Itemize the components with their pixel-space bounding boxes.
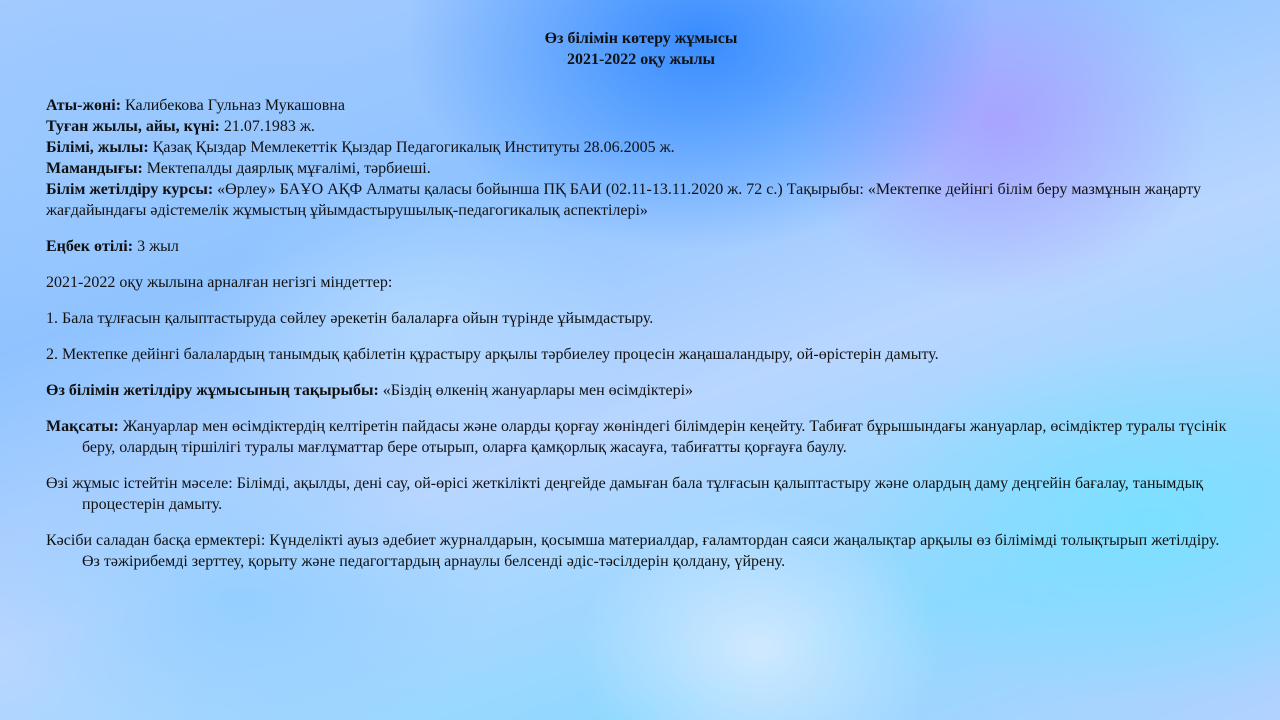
name-value: Калибекова Гульназ Мукашовна xyxy=(121,97,345,114)
name-label: Аты-жөні: xyxy=(46,97,122,114)
title-line-2: 2021-2022 оқу жылы xyxy=(566,51,716,68)
topic-value: «Біздің өлкенің жануарлары мен өсімдіктері» xyxy=(378,382,694,399)
course-label: Білім жетілдіру курсы: xyxy=(46,181,214,198)
task-item-1: 1. Бала тұлғасын қалыптастыруда сөйлеу әрекетін балаларға ойын түрінде ұйымдастыру. xyxy=(46,310,654,327)
education-value: Қазақ Қыздар Мемлекеттік Қыздар Педагогикалық Институты 28.06.2005 ж. xyxy=(148,139,675,156)
experience-label: Еңбек өтілі: xyxy=(46,238,134,255)
title-line-1: Өз білімін көтеру жұмысы xyxy=(544,30,738,47)
education-label: Білімі, жылы: xyxy=(46,139,149,156)
specialty-row xyxy=(46,158,1236,179)
hobby-paragraph: Кәсіби саладан басқа ермектері: Күнделікті ауыз әдебиет журналдарын, қосымша материалдар, ғаламтордан саяси жаңалықтар арқылы өз білімімді толықтырып жетілдіру. Өз тәжірибемді зерттеу, қорыту және педагогтардың арнаулы белсенді әдіс-тәсілдерін қолдану, үйрену. xyxy=(46,532,1220,570)
birth-label: Туған жылы, айы, күні: xyxy=(46,118,220,135)
education-row xyxy=(46,137,1236,158)
goal-row xyxy=(46,416,1236,458)
birth-value: 21.07.1983 ж. xyxy=(219,118,315,135)
slide-title xyxy=(46,28,1236,70)
personal-info xyxy=(46,95,1236,221)
name-row xyxy=(46,95,1236,116)
slide-content xyxy=(46,28,1236,572)
specialty-label: Мамандығы: xyxy=(46,160,143,177)
task-item-2: 2. Мектепке дейінгі балалардың танымдық қабілетін құрастыру арқылы тәрбиелеу процесін жаңашаландыру, ой-өрістерін дамыту. xyxy=(46,346,939,363)
experience-value: 3 жыл xyxy=(133,238,179,255)
topic-row xyxy=(46,380,1236,401)
course-row xyxy=(46,179,1236,221)
goal-value: Жануарлар мен өсімдіктердің келтіретін пайдасы және оларды қорғау жөніндегі білімдерін кеңейту. Табиғат бұрышындағы жануарлар, өсімдіктер туралы түсінік беру, олардың тіршілігі туралы мағлұматтар бере отырып, оларға қамқорлық жасауға, табиғатты қорғауға баулу. xyxy=(82,418,1227,456)
specialty-value: Мектепалды даярлық мұғалімі, тәрбиеші. xyxy=(142,160,431,177)
problem-paragraph: Өзі жұмыс істейтін мәселе: Білімді, ақылды, дені сау, ой-өрісі жеткілікті деңгейде дамыған бала тұлғасын қалыптастыру және олардың даму деңгейін бағалау, танымдық процестерін дамыту. xyxy=(46,475,1204,513)
course-value: «Өрлеу» БАҰО АҚФ Алматы қаласы бойынша ПҚ БАИ (02.11-13.11.2020 ж. 72 с.) Тақырыбы: «Мектепке дейінгі білім беру мазмұнын жаңарту жағдайындағы әдістемелік жұмыстың ұйымдастырушылық-педагогикалық аспектілері» xyxy=(46,181,1202,219)
tasks-heading: 2021-2022 оқу жылына арналған негізгі міндеттер: xyxy=(46,274,393,291)
birth-row xyxy=(46,116,1236,137)
goal-label: Мақсаты: xyxy=(46,418,119,435)
topic-label: Өз білімін жетілдіру жұмысының тақырыбы: xyxy=(46,382,379,399)
experience-row xyxy=(46,236,1236,257)
